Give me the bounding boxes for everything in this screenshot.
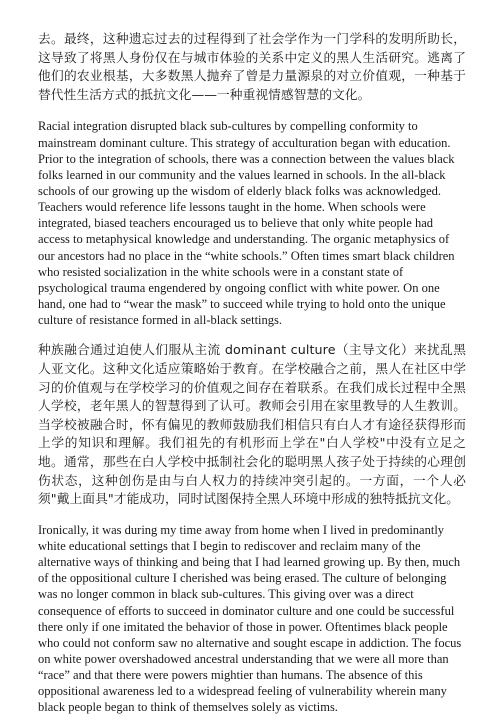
paragraph-english-ironically: Ironically, it was during my time away from home when I lived in predominantly white educational settings that I begin to rediscover and reclaim many of the alternative ways of thinking and being that I had learned growing up. By then, much of the oppositional culture I cherished was being erased. The culture of belonging was no longer common in black sub-cultures. This giving over was a direct consequence of efforts to succeed in dominator culture and one could be successful there only if one imitated the behavior of those in power. Oftentimes black people who could not conform saw no alternative and sought escape in addiction. The focus on white power overshadowed ancestral understanding that we were all more than “race” and that there were powers mightier than humans. The absence of this oppositional awareness led to a widespread feeling of vulnerability wherein many black people began to think of themselves solely as victims. (38, 522, 462, 715)
document-page (38, 30, 466, 716)
paragraph-chinese-intro: 去。最终，这种遗忘过去的过程得到了社会学作为一门学科的发明所助长，这导致了将黑人身份仅在与城市体验的关系中定义的黑人生活研究。逃离了他们的农业根基，大多数黑人抛弃了曾是力量源泉的对立价值观，一种基于替代性生活方式的抵抗文化——一种重视情感智慧的文化。 (38, 31, 466, 102)
paragraph-chinese-integration: 种族融合通过迫使人们服从主流 dominant culture（主导文化）来扰乱黑人亚文化。这种文化适应策略始于教育。在学校融合之前，黑人在社区中学习的价值观与在学校学习的价值观之间存在着联系。在我们成长过程中全黑人学校，老年黑人的智慧得到了认可。教师会引用在家里教导的人生教训。当学校被融合时，怀有偏见的教师鼓励我们相信只有白人才有途径获得形而上学的知识和理解。我们祖先的有机形而上学在"白人学校"中没有立足之地。通常，那些在白人学校中抵制社会化的聪明黑人孩子处于持续的心理创伤状态，这种创伤是由与白人权力的持续冲突引起的。一方面，一个人必须"戴上面具"才能成功，同时试图保持全黑人环境中形成的独特抵抗文化。 (38, 342, 466, 507)
paragraph-english-integration: Racial integration disrupted black sub-cultures by compelling conformity to mainstream dominant culture. This strategy of acculturation began with education. Prior to the integration of schools, there was a connection between the values black folks learned in our community and the values learned in schools. In the all-black schools of our growing up the wisdom of elderly black folks was acknowledged. Teachers would reference life lessons taught in the home. When schools were integrated, biased teachers encouraged us to believe that only white people had access to metaphysical knowledge and understanding. The organic metaphysics of our ancestors had no place in the “white schools.” Often times smart black children who resisted socialization in the white schools were in a constant state of psychological trauma engendered by ongoing conflict with white power. On one hand, one had to “wear the mask” to succeed while trying to hold onto the unique culture of resistance formed in all-black settings. (38, 119, 455, 328)
